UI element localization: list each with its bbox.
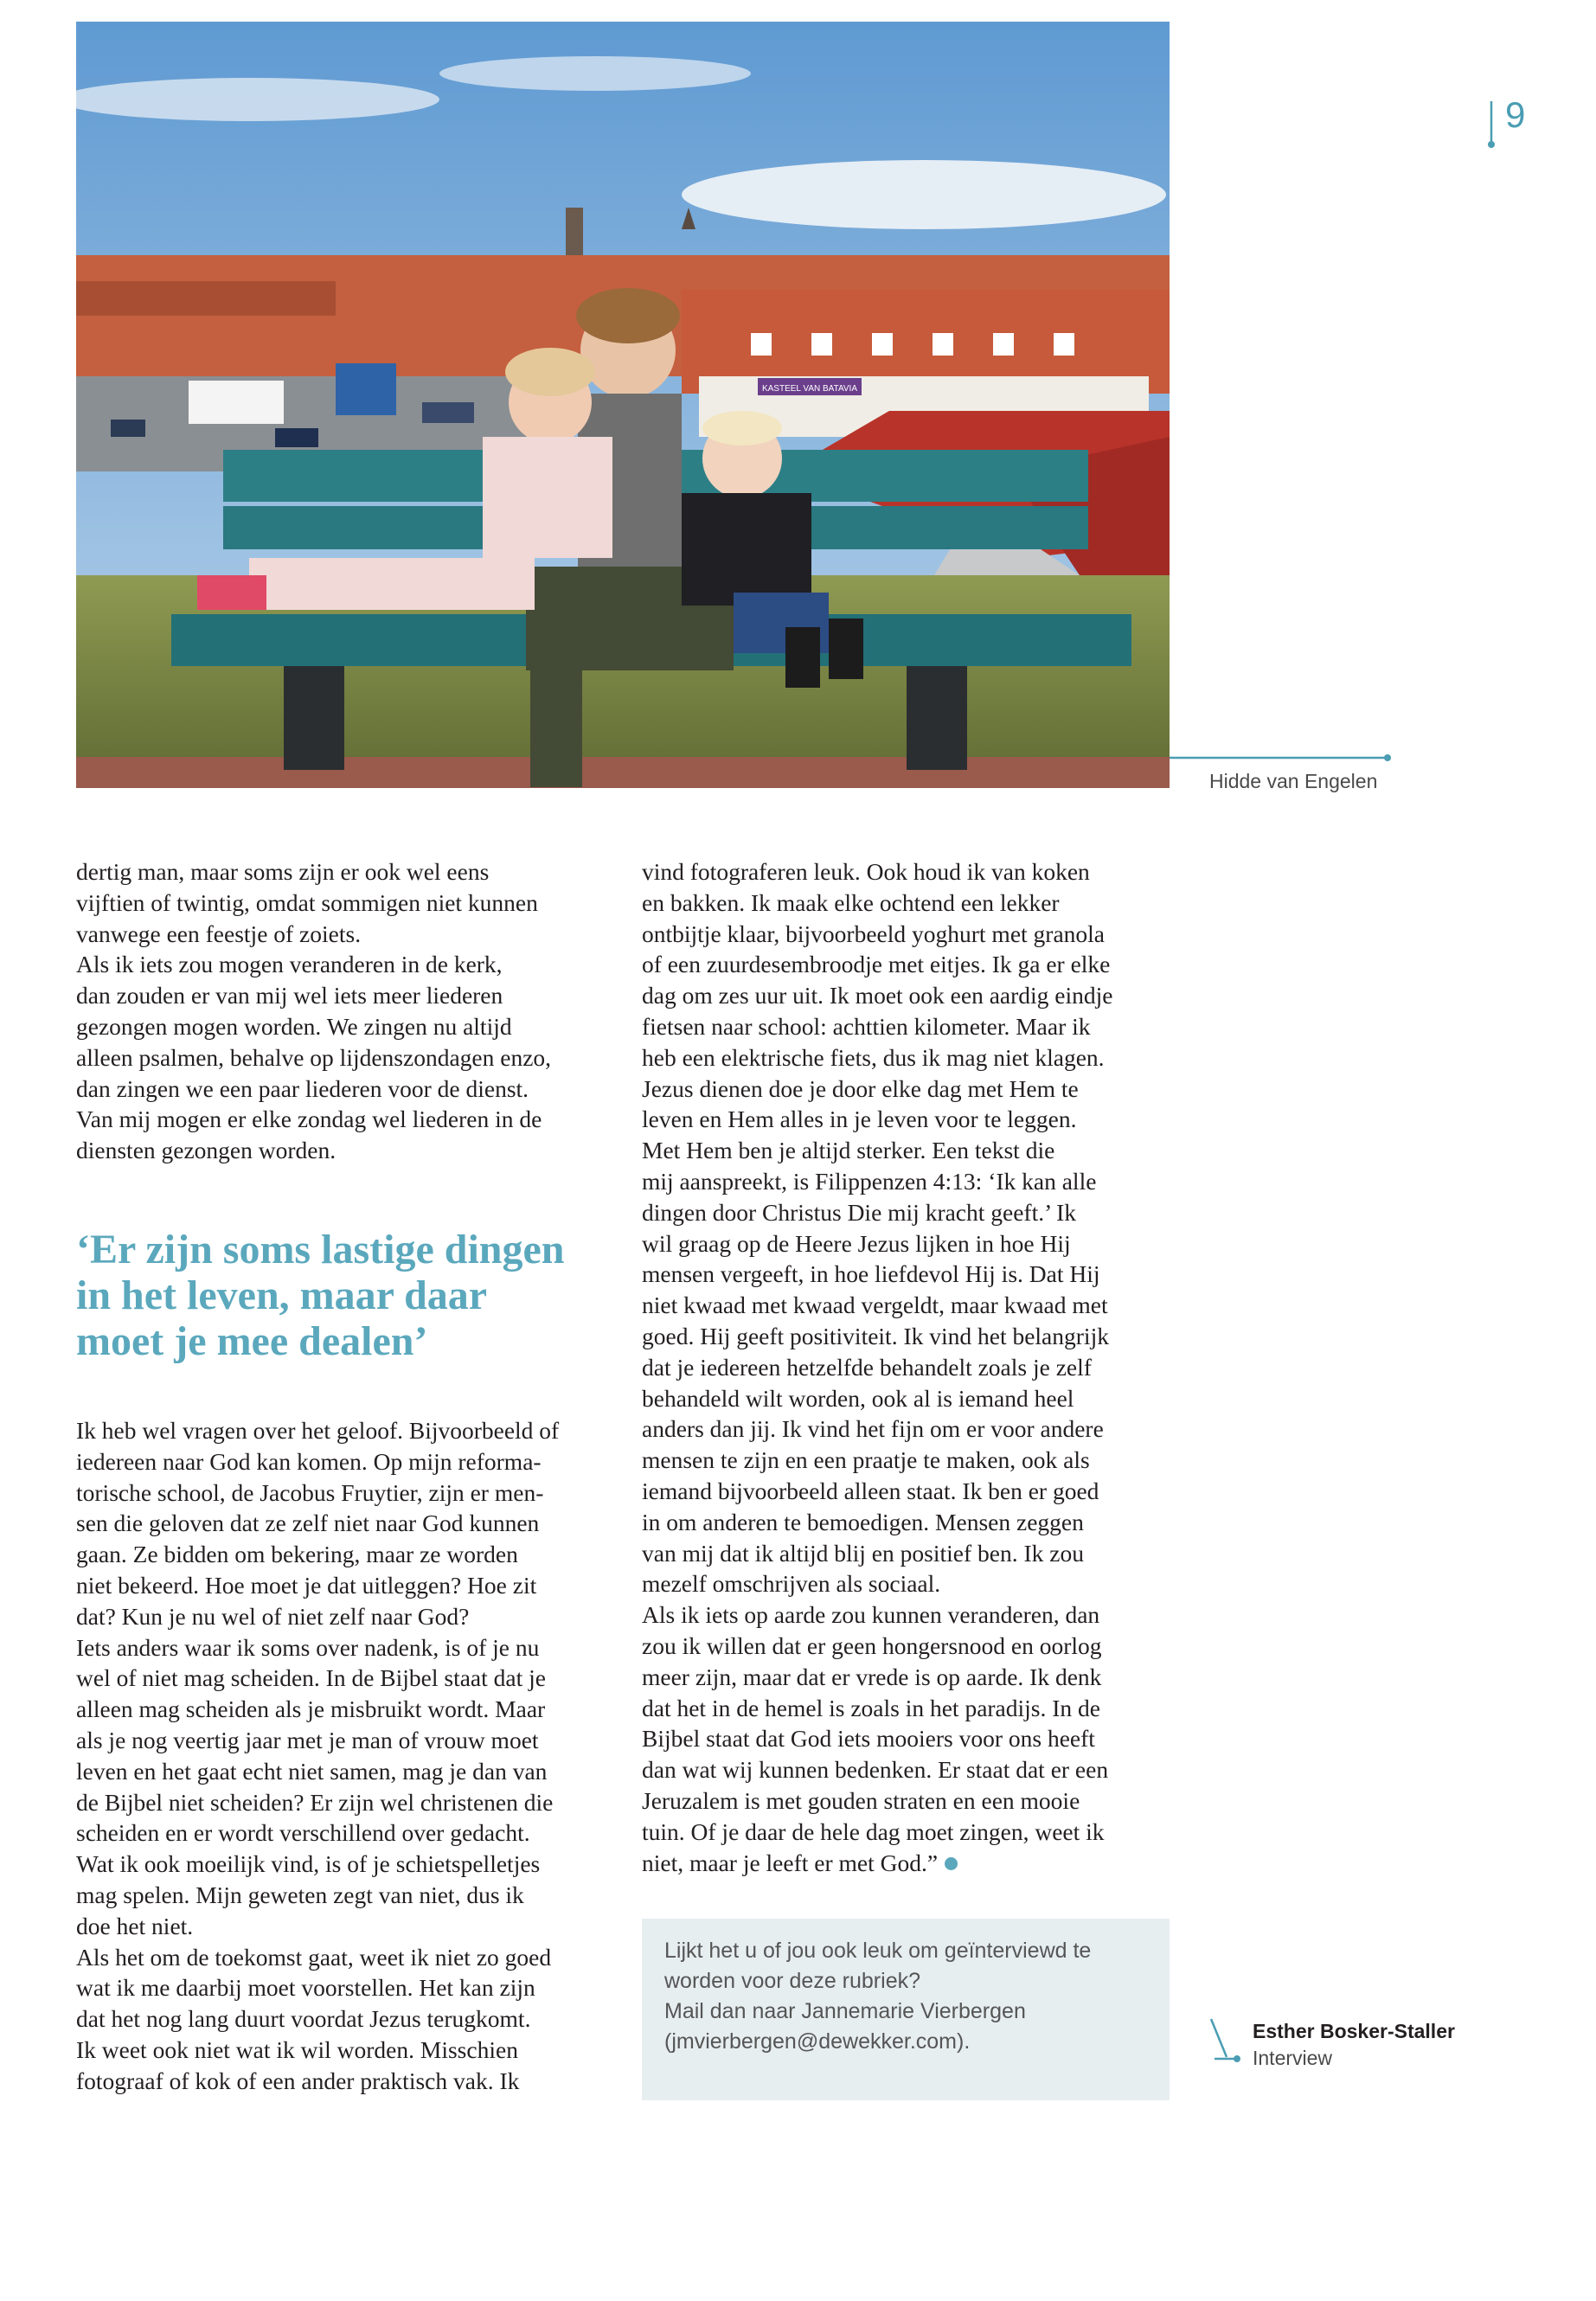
contact-box — [642, 1919, 1170, 2100]
body-line: Als het om de toekomst gaat, weet ik niet zo goed — [76, 1943, 552, 1971]
body-line: fietsen naar school: achttien kilometer. Maar ik — [642, 1012, 1091, 1040]
body-line: dat het nog lang duurt voordat Jezus terugkomt. — [76, 2005, 531, 2033]
dormer — [872, 333, 893, 356]
body-line: gaan. Ze bidden om bekering, maar ze worden — [76, 1541, 518, 1568]
body-line: scheiden en er wordt verschillend over gedacht. — [76, 1819, 530, 1847]
body-line: gezongen mogen worden. We zingen nu altijd — [76, 1012, 512, 1040]
body-line: Ik heb wel vragen over het geloof. Bijvoorbeeld of — [76, 1417, 560, 1444]
pull-quote-line: moet je mee dealen’ — [76, 1318, 428, 1364]
body-line: dat je iedereen hetzelfde behandelt zoals je zelf — [642, 1353, 1092, 1381]
body-line: dan zingen we een paar liederen voor de dienst. — [76, 1074, 529, 1102]
body-line: alleen psalmen, behalve op lijdenszondagen enzo, — [76, 1043, 552, 1071]
left-column-bottom — [76, 1415, 608, 2097]
author-name: Esther Bosker-Staller — [1253, 2020, 1455, 2042]
body-line: zou ik willen dat er geen hongersnood en oorlog — [642, 1631, 1102, 1659]
toddler-hair — [702, 411, 782, 445]
body-line: en bakken. Ik maak elke ochtend een lekker — [642, 888, 1060, 916]
body-line: fotograaf of kok of een ander praktisch vak. Ik — [76, 2067, 520, 2094]
toddler-shoe — [785, 627, 820, 688]
article-photo — [76, 22, 1170, 788]
body-line: goed. Hij geeft positiviteit. Ik vind het belangrijk — [642, 1322, 1109, 1349]
author-marker-icon — [1208, 2016, 1242, 2067]
contact-line: worden voor deze rubriek? — [664, 1969, 920, 1993]
body-line: leven en het gaat echt niet samen, mag je dan van — [76, 1757, 548, 1785]
body-line: in om anderen te bemoedigen. Mensen zeggen — [642, 1508, 1084, 1535]
van — [189, 381, 284, 424]
body-line: Bijbel staat dat God iets mooiers voor ons heeft — [642, 1725, 1095, 1753]
cloud — [682, 160, 1166, 229]
body-line: dag om zes uur uit. Ik moet ook een aardig eindje — [642, 982, 1113, 1009]
body-line: Van mij mogen er elke zondag wel liederen in de — [76, 1106, 542, 1133]
girl-legs — [249, 558, 535, 610]
body-line: dan zouden er van mij wel iets meer liederen — [76, 982, 503, 1009]
body-line: of een zuurdesembroodje met eitjes. Ik ga er elke — [642, 951, 1111, 978]
body-line: dan wat wij kunnen bedenken. Er staat dat er een — [642, 1756, 1109, 1784]
body-line: mag spelen. Mijn geweten zegt van niet, dus ik — [76, 1881, 524, 1908]
toddler-jacket — [682, 493, 811, 606]
car — [275, 428, 318, 447]
body-line — [642, 1848, 1174, 1879]
pull-quote-line: in het leven, maar daar — [76, 1272, 488, 1318]
cloud — [439, 56, 751, 91]
girl-dress — [483, 437, 612, 558]
body-line-last: niet, maar je leeft er met God.” — [642, 1849, 939, 1876]
body-line — [76, 1477, 608, 1509]
body-line: de Bijbel niet scheiden? Er zijn wel christenen die — [76, 1788, 554, 1816]
body-line-part: iedereen naar God kan komen. Op mijn reforma- — [76, 1447, 542, 1475]
left-column-top — [76, 856, 608, 1166]
dormer — [1054, 333, 1074, 356]
body-line: Ik weet ook niet wat ik wil worden. Misschien — [76, 2035, 518, 2063]
contact-line: Mail dan naar Jannemarie Vierbergen — [664, 1999, 1026, 2023]
dormer — [811, 333, 832, 356]
body-line: ontbijtje klaar, bijvoorbeeld yoghurt met granola — [642, 920, 1106, 947]
page-marker-line — [1486, 99, 1497, 150]
photo-scene — [76, 22, 1170, 788]
body-line: als je nog veertig jaar met je man of vrouw moet — [76, 1726, 539, 1753]
girl-hair — [505, 348, 595, 396]
dormer — [933, 333, 953, 356]
car — [422, 402, 474, 423]
dormer — [751, 333, 772, 356]
body-line: sen die geloven dat ze zelf niet naar God kunnen — [76, 1509, 540, 1537]
body-line: mij aanspreekt, is Filippenzen 4:13: ‘Ik kan alle — [642, 1167, 1097, 1195]
body-line: mensen te zijn en een praatje te maken, ook als — [642, 1446, 1090, 1474]
body-line: mensen vergeeft, in hoe liefdevol Hij is. Dat Hij — [642, 1260, 1100, 1288]
body-line: dat het in de hemel is zoals in het paradijs. In de — [642, 1694, 1100, 1721]
bench-leg — [907, 666, 967, 770]
author-role: Interview — [1253, 2047, 1333, 2069]
container — [336, 363, 396, 415]
dormer — [993, 333, 1014, 356]
body-line — [76, 1446, 608, 1477]
body-line: meer zijn, maar dat er vrede is op aarde. Ik denk — [642, 1663, 1102, 1690]
body-line-part: torische school, de Jacobus Fruytier, zijn er men- — [76, 1478, 544, 1506]
page-number: 9 — [1505, 94, 1526, 135]
cloud — [76, 78, 439, 121]
caption-rule — [1170, 753, 1394, 763]
body-line: Wat ik ook moeilijk vind, is of je schietspelletjes — [76, 1850, 541, 1878]
body-line: Als ik iets zou mogen veranderen in de kerk, — [76, 951, 503, 978]
body-line: wat ik me daarbij moet voorstellen. Het kan zijn — [76, 1974, 535, 2002]
pull-quote — [76, 1227, 630, 1364]
child-trousers — [530, 666, 582, 787]
car — [111, 420, 145, 437]
body-line: diensten gezongen worden. — [76, 1137, 337, 1164]
body-line: vijftien of twintig, omdat sommigen niet kunnen — [76, 888, 538, 916]
body-line: leven en Hem alles in je leven voor te leggen. — [642, 1106, 1077, 1133]
right-column — [642, 856, 1174, 1878]
body-line: dat? Kun je nu wel of niet zelf naar God? — [76, 1602, 470, 1630]
body-line: vanwege een feestje of zoiets. — [76, 920, 362, 947]
photo-credit: Hidde van Engelen — [1209, 770, 1378, 792]
end-mark-icon — [945, 1857, 958, 1870]
body-line: Iets anders waar ik soms over nadenk, is of je nu — [76, 1633, 540, 1661]
body-line: behandeld wilt worden, ook al is iemand heel — [642, 1384, 1074, 1412]
shop-sign-text: KASTEEL VAN BATAVIA — [761, 384, 858, 394]
bench-leg — [284, 666, 344, 770]
girl-boot — [197, 575, 266, 610]
body-line: Met Hem ben je altijd sterker. Een tekst die — [642, 1137, 1055, 1164]
body-line: tuin. Of je daar de hele dag moet zingen, weet ik — [642, 1817, 1105, 1845]
body-line: iemand bijvoorbeeld alleen staat. Ik ben er goed — [642, 1477, 1099, 1504]
body-line: niet bekeerd. Hoe moet je dat uitleggen? Hoe zit — [76, 1571, 537, 1599]
body-line: Als ik iets op aarde zou kunnen veranderen, dan — [642, 1601, 1100, 1629]
body-line: van mij dat ik altijd blij en positief ben. Ik zou — [642, 1539, 1084, 1567]
body-line: alleen mag scheiden als je misbruikt wordt. Maar — [76, 1695, 546, 1723]
body-line: vind fotograferen leuk. Ook houd ik van koken — [642, 858, 1090, 885]
toddler-shoe — [829, 619, 863, 679]
body-line: Jeruzalem is met gouden straten en een mooie — [642, 1786, 1080, 1814]
body-line: dertig man, maar soms zijn er ook wel eens — [76, 858, 490, 885]
body-line: wil graag op de Heere Jezus lijken in hoe Hij — [642, 1229, 1071, 1257]
body-line: dingen door Christus Die mij kracht geeft.’ Ik — [642, 1198, 1077, 1226]
body-line: anders dan jij. Ik vind het fijn om er voor andere — [642, 1415, 1104, 1443]
rooftops — [76, 281, 336, 316]
pull-quote-line: ‘Er zijn soms lastige dingen — [76, 1227, 565, 1272]
contact-line: Lijkt het u of jou ook leuk om geïnterviewd te — [664, 1939, 1092, 1963]
body-line: mezelf omschrijven als sociaal. — [642, 1570, 941, 1598]
body-line: doe het niet. — [76, 1912, 194, 1939]
child-hair — [576, 288, 680, 343]
contact-email[interactable]: (jmvierbergen@dewekker.com). — [664, 2029, 971, 2054]
path — [76, 757, 1170, 788]
body-line: heb een elektrische fiets, dus ik mag niet klagen. — [642, 1043, 1105, 1071]
body-line: wel of niet mag scheiden. In de Bijbel staat dat je — [76, 1664, 546, 1692]
body-line: Jezus dienen doe je door elke dag met Hem te — [642, 1074, 1079, 1102]
body-line: niet kwaad met kwaad vergeldt, maar kwaad met — [642, 1292, 1108, 1319]
